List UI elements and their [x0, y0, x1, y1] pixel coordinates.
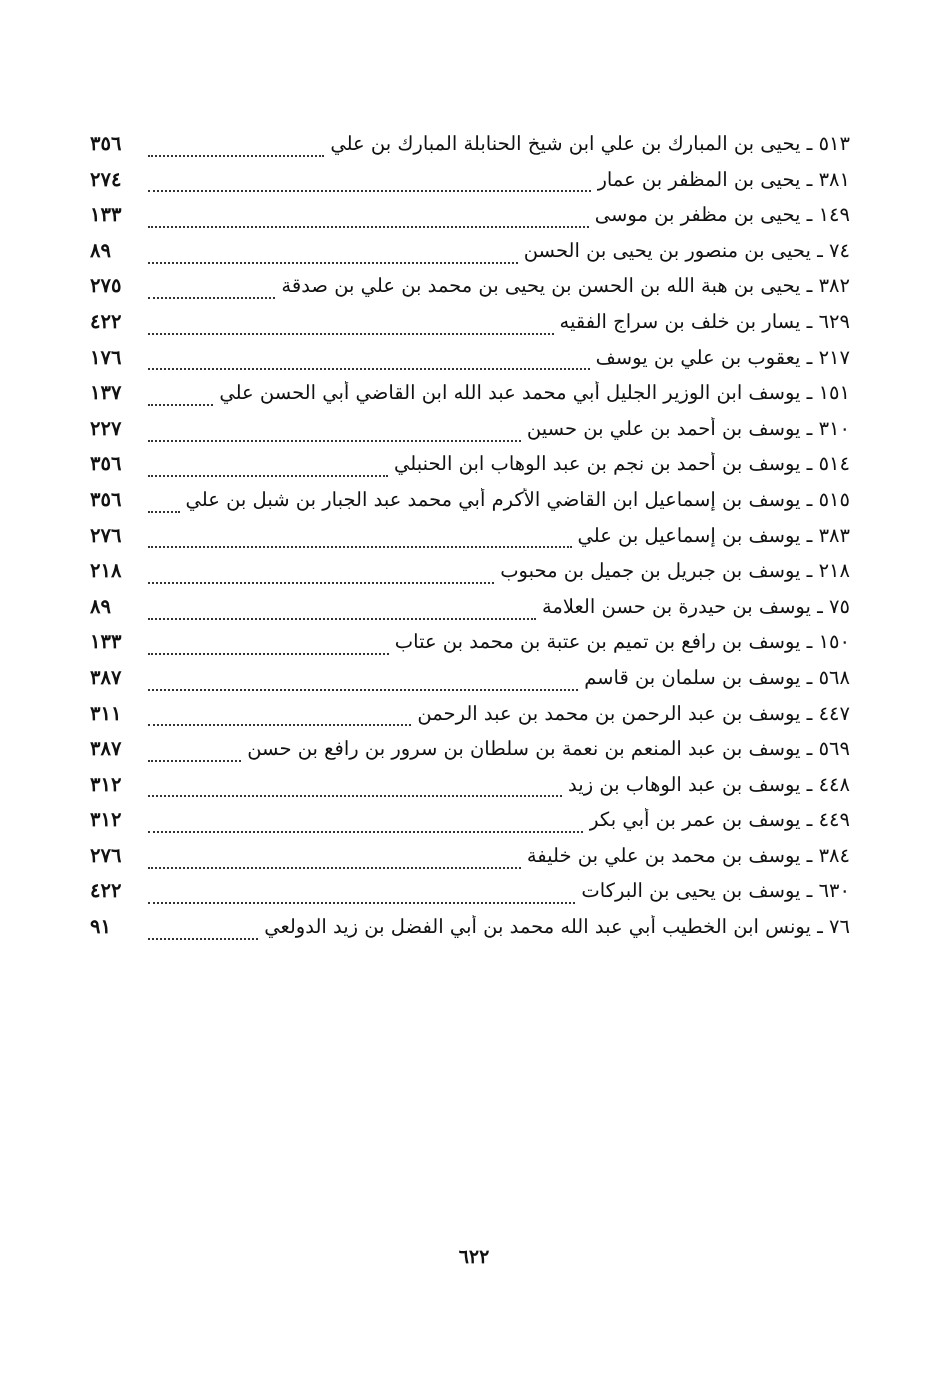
- dot-leader: [148, 226, 589, 228]
- index-entry: [90, 737, 850, 773]
- entry-page-number: ٣١١: [90, 701, 122, 725]
- dot-leader: [148, 760, 241, 762]
- entry-page-number: ٢٧٦: [90, 523, 122, 547]
- entry-page-number: ٣١٢: [90, 772, 122, 796]
- entry-name: ٥٦٩ ـ يوسف بن عبد المنعم بن نعمة بن سلطان بن سرور بن رافع بن حسن: [247, 737, 850, 761]
- entry-name: ٦٢٩ ـ يسار بن خلف بن سراج الفقيه: [559, 309, 850, 333]
- index-entry: [90, 595, 850, 631]
- index-entry: [90, 559, 850, 595]
- dot-leader: [148, 795, 562, 797]
- entry-page-number: ٤٢٢: [90, 879, 122, 903]
- dot-leader: [148, 724, 411, 726]
- index-entry: [90, 168, 850, 204]
- entry-page-number: ٤٢٢: [90, 309, 122, 333]
- dot-leader: [148, 546, 572, 548]
- entry-name: ٥١٣ ـ يحيى بن المبارك بن علي ابن شيخ الحنابلة المبارك بن علي: [330, 132, 850, 155]
- entry-page-number: ٣٨٧: [90, 665, 122, 689]
- index-entry: [90, 630, 850, 666]
- entry-page-number: ١٧٦: [90, 345, 122, 369]
- index-entry: [90, 310, 850, 346]
- index-entry: [90, 666, 850, 702]
- entry-name: ٣٨١ ـ يحيى بن المظفر بن عمار: [597, 167, 850, 191]
- entry-page-number: ١٣٣: [90, 630, 122, 654]
- entry-page-number: ٢٧٦: [90, 843, 122, 867]
- entry-name: ١٥٠ ـ يوسف بن رافع بن تميم بن عتبة بن محمد بن عتاب: [394, 630, 850, 654]
- entry-page-number: ٨٩: [90, 238, 111, 262]
- index-entry: [90, 274, 850, 310]
- entry-name: ٧٤ ـ يحيى بن منصور بن يحيى بن الحسن: [523, 238, 850, 262]
- index-entry: [90, 879, 850, 915]
- dot-leader: [148, 689, 578, 691]
- entry-page-number: ٢٢٧: [90, 416, 122, 440]
- entry-page-number: ٣٨٧: [90, 737, 122, 761]
- entry-name: ٧٥ ـ يوسف بن حيدرة بن حسن العلامة: [541, 594, 850, 618]
- entry-page-number: ٨٩: [90, 594, 111, 618]
- entry-name: ٧٦ ـ يونس ابن الخطيب أبي عبد الله محمد بن أبي الفضل بن زيد الدولعي: [264, 915, 850, 939]
- dot-leader: [148, 867, 521, 869]
- index-entry: [90, 417, 850, 453]
- entry-name: ٤٤٧ ـ يوسف بن عبد الرحمن بن محمد بن عبد الرحمن: [417, 701, 850, 725]
- entry-name: ٤٤٩ ـ يوسف بن عمر بن أبي بكر: [589, 808, 850, 832]
- entry-page-number: ١٣٣: [90, 203, 122, 227]
- dot-leader: [148, 262, 518, 264]
- entry-name: ٣٨٤ ـ يوسف بن محمد بن علي بن خليفة: [526, 843, 850, 867]
- dot-leader: [148, 511, 180, 513]
- index-entry: [90, 915, 850, 951]
- entry-name: ٢١٧ ـ يعقوب بن علي بن يوسف: [595, 345, 850, 369]
- dot-leader: [148, 938, 258, 940]
- index-entry: [90, 773, 850, 809]
- dot-leader: [148, 190, 591, 192]
- entry-page-number: ٣٥٦: [90, 132, 122, 155]
- entry-page-number: ٢١٨: [90, 559, 122, 583]
- entry-page-number: ١٣٧: [90, 381, 122, 405]
- entry-name: ٣٨٢ ـ يحيى بن هبة الله بن الحسن بن يحيى بن محمد بن علي بن صدقة: [281, 274, 850, 298]
- index-entry: [90, 132, 850, 168]
- dot-leader: [148, 440, 521, 442]
- dot-leader: [148, 831, 583, 833]
- dot-leader: [148, 902, 575, 904]
- dot-leader: [148, 297, 275, 299]
- dot-leader: [148, 155, 324, 157]
- index-entry: [90, 452, 850, 488]
- entry-name: ١٤٩ ـ يحيى بن مظفر بن موسى: [594, 203, 850, 227]
- index-list: [90, 132, 850, 951]
- entry-name: ٣١٠ ـ يوسف بن أحمد بن علي بن حسين: [526, 416, 850, 440]
- index-entry: [90, 808, 850, 844]
- entry-page-number: ٢٧٤: [90, 167, 122, 191]
- entry-name: ٢١٨ ـ يوسف بن جبريل بن جميل بن محبوب: [500, 559, 850, 583]
- entry-name: ٣٨٣ ـ يوسف بن إسماعيل بن علي: [577, 523, 850, 547]
- entry-page-number: ٣٥٦: [90, 487, 122, 511]
- index-entry: [90, 381, 850, 417]
- entry-page-number: ٩١: [90, 915, 111, 939]
- page-number: ٦٢٢: [458, 1246, 490, 1268]
- index-entry: [90, 702, 850, 738]
- index-entry: [90, 239, 850, 275]
- index-entry: [90, 203, 850, 239]
- entry-page-number: ٢٧٥: [90, 274, 122, 298]
- entry-name: ٤٤٨ ـ يوسف بن عبد الوهاب بن زيد: [568, 772, 850, 796]
- index-entry: [90, 524, 850, 560]
- entry-name: ١٥١ ـ يوسف ابن الوزير الجليل أبي محمد عبد الله ابن القاضي أبي الحسن علي: [219, 381, 850, 405]
- dot-leader: [148, 618, 536, 620]
- index-entry: [90, 488, 850, 524]
- dot-leader: [148, 404, 213, 406]
- entry-name: ٥١٥ ـ يوسف بن إسماعيل ابن القاضي الأكرم أبي محمد عبد الجبار بن شبل بن علي: [185, 487, 850, 511]
- entry-name: ٥٦٨ ـ يوسف بن سلمان بن قاسم: [584, 665, 850, 689]
- dot-leader: [148, 368, 590, 370]
- dot-leader: [148, 582, 494, 584]
- dot-leader: [148, 475, 388, 477]
- dot-leader: [148, 333, 554, 335]
- entry-page-number: ٣٥٦: [90, 452, 122, 476]
- index-entry: [90, 844, 850, 880]
- dot-leader: [148, 653, 389, 655]
- entry-name: ٦٣٠ ـ يوسف بن يحيى بن البركات: [581, 879, 850, 903]
- index-entry: [90, 346, 850, 382]
- entry-name: ٥١٤ ـ يوسف بن أحمد بن نجم بن عبد الوهاب ابن الحنبلي: [393, 452, 850, 476]
- entry-page-number: ٣١٢: [90, 808, 122, 832]
